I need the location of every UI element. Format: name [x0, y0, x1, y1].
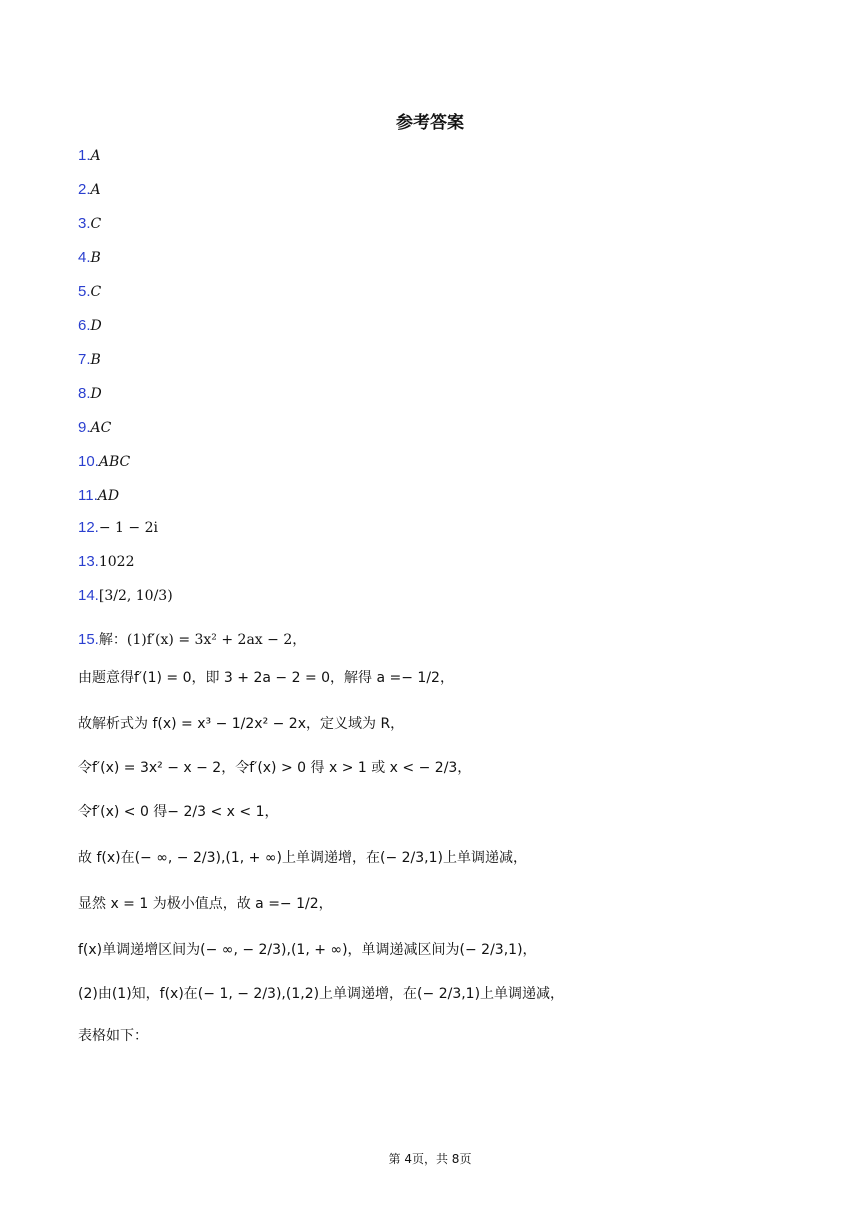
solution-line: 显然 x = 1 为极小值点，故 a =− 1/2， — [78, 896, 333, 912]
answer-item: 14.[3/2, 10/3) — [78, 587, 173, 604]
answer-item: 4.B — [78, 249, 101, 266]
solution-line: 故 f(x)在(− ∞, − 2/3),(1, + ∞)上单调递增，在(− 2/3,1)上单调递减， — [78, 850, 527, 866]
answer-item: 6.D — [78, 317, 102, 334]
solution-line: f(x)单调递增区间为(− ∞, − 2/3),(1, + ∞)，单调递减区间为(− 2/3,1)， — [78, 942, 537, 958]
solution-line: 由题意得f′(1) = 0，即 3 + 2a − 2 = 0，解得 a =− 1/2， — [78, 670, 454, 686]
answer-item: 8.D — [78, 385, 102, 402]
answer-item: 7.B — [78, 351, 101, 368]
answer-item: 9.AC — [78, 419, 112, 436]
answer-item: 3.C — [78, 215, 102, 232]
solution-line: 令f′(x) < 0 得− 2/3 < x < 1， — [78, 804, 279, 820]
page-footer: 第 4页，共 8页 — [388, 1152, 472, 1166]
page-title: 参考答案 — [396, 113, 464, 133]
answer-item: 5.C — [78, 283, 102, 300]
answer-item: 2.A — [78, 181, 101, 198]
solution-line: 令f′(x) = 3x² − x − 2，令f′(x) > 0 得 x > 1 或 x < − 2/3， — [78, 760, 472, 776]
solution-line: 表格如下： — [78, 1028, 148, 1044]
answer-item: 1.A — [78, 147, 101, 164]
answer-item: 11.AD — [78, 487, 120, 504]
answer-item: 15.解：(1)f′(x) = 3x² + 2ax − 2， — [78, 631, 307, 648]
answer-item: 10.ABC — [78, 453, 131, 470]
solution-line: 故解析式为 f(x) = x³ − 1/2x² − 2x，定义域为 R， — [78, 716, 405, 732]
answer-item: 12.− 1 − 2i — [78, 519, 158, 536]
solution-line: (2)由(1)知，f(x)在(− 1, − 2/3),(1,2)上单调递增，在(− 2/3,1)上单调递减， — [78, 986, 565, 1002]
answer-item: 13.1022 — [78, 553, 135, 570]
